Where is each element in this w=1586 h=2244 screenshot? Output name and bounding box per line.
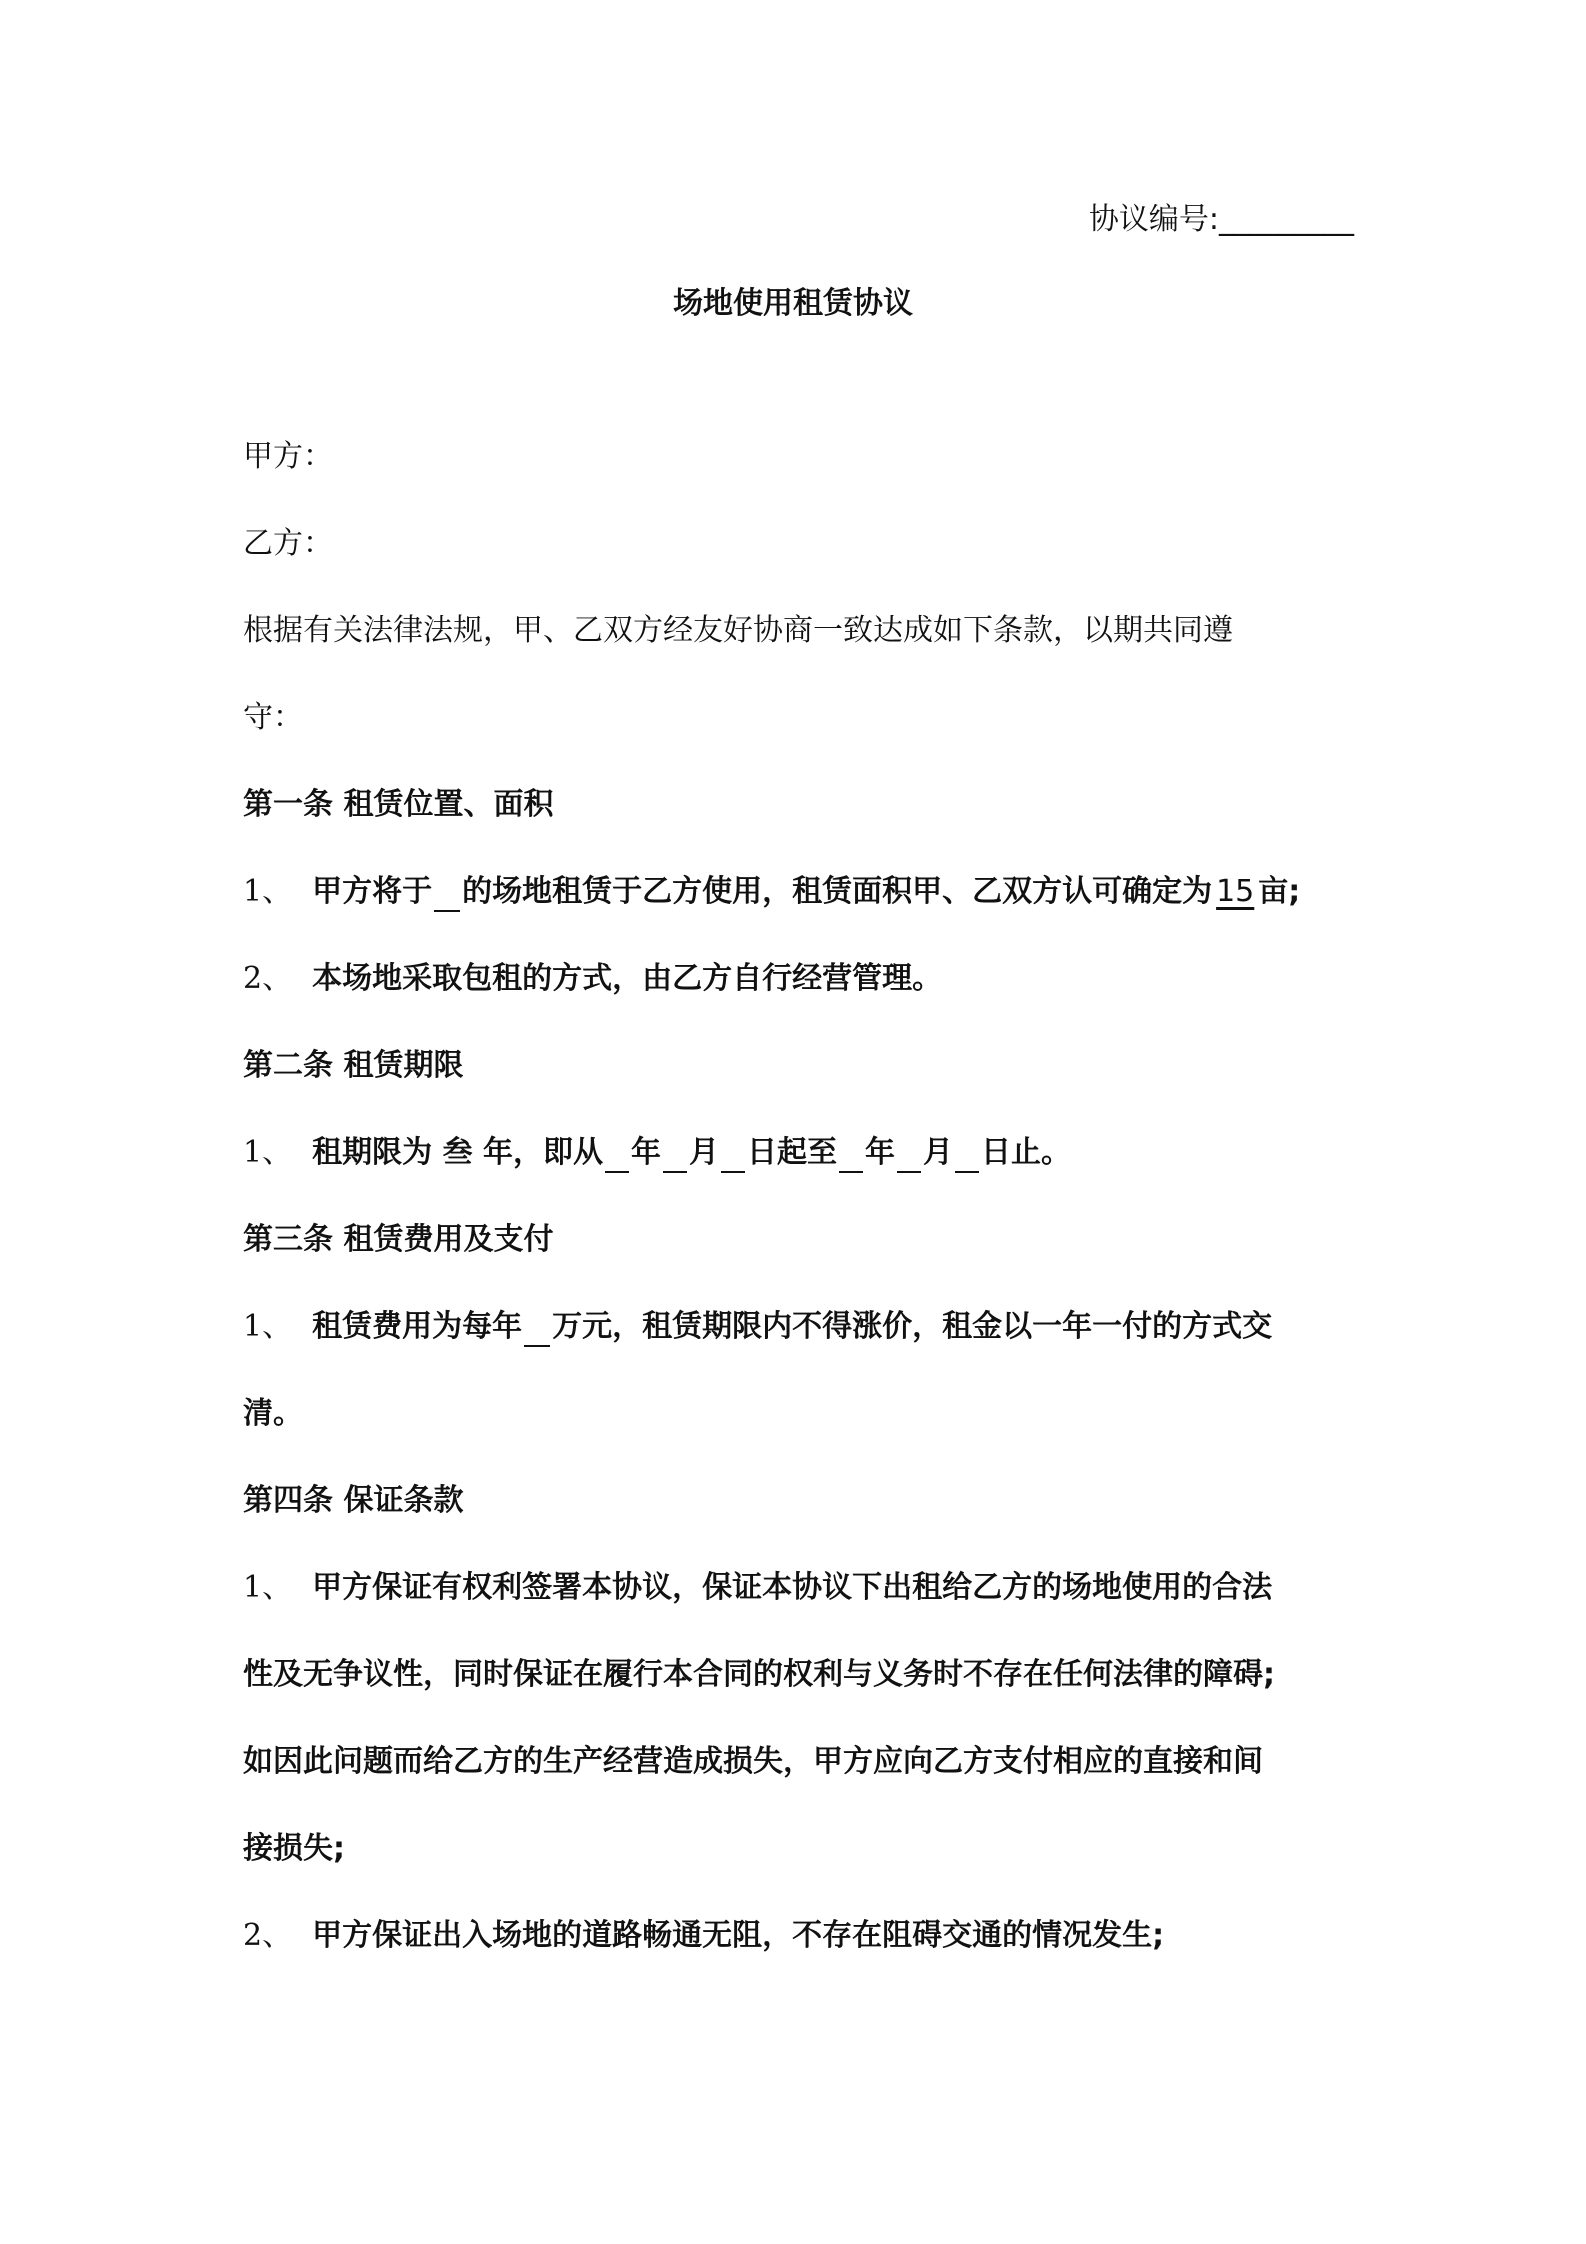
item-number: 2、 [243, 1918, 293, 1953]
article-4-item-1-line-3: 如因此问题而给乙方的生产经营造成损失，甲方应向乙方支付相应的直接和间 [243, 1744, 1263, 1779]
item-text: 年 [864, 1135, 895, 1170]
article-3-item-1 [243, 1307, 1272, 1347]
article-4-item-1 [243, 1568, 1272, 1608]
article-3-item-1-line-2: 清。 [243, 1396, 303, 1431]
item-number: 1、 [243, 1309, 293, 1344]
item-number: 2、 [243, 961, 293, 996]
fill-blank [605, 1139, 629, 1173]
item-text: 月 [688, 1135, 719, 1170]
item-text: 月 [922, 1135, 953, 1170]
item-text: 租期限为 叁 年，即从 [312, 1135, 603, 1170]
fill-blank [434, 878, 460, 912]
intro-line-1: 根据有关法律法规，甲、乙双方经友好协商一致达成如下条款，以期共同遵 [243, 613, 1233, 648]
item-text: 的场地租赁于乙方使用，租赁面积甲、乙双方认可确定为 [462, 874, 1213, 909]
fill-blank [839, 1139, 863, 1173]
item-text: 日止。 [980, 1135, 1071, 1170]
item-text: 甲方保证出入场地的道路畅通无阻，不存在阻碍交通的情况发生; [312, 1918, 1165, 1953]
item-text: 万元，租赁期限内不得涨价，租金以一年一付的方式交 [552, 1309, 1273, 1344]
fill-blank [721, 1139, 745, 1173]
article-4-item-1-line-4: 接损失; [243, 1831, 345, 1866]
article-4-item-2 [243, 1916, 1164, 1956]
article-1-heading: 第一条 租赁位置、面积 [243, 787, 554, 822]
item-text: 甲方将于 [312, 874, 433, 909]
party-b-line: 乙方： [243, 526, 333, 561]
item-text: 租赁费用为每年 [312, 1309, 523, 1344]
item-text: 本场地采取包租的方式，由乙方自行经营管理。 [312, 961, 943, 996]
item-text: 日起至 [746, 1135, 837, 1170]
document-title: 场地使用租赁协议 [673, 286, 913, 321]
item-number: 1、 [243, 1135, 293, 1170]
intro-line-2: 守： [243, 700, 303, 735]
fill-blank [955, 1139, 979, 1173]
agreement-number-blank: _________ [1219, 202, 1354, 237]
agreement-number [1089, 200, 1354, 240]
article-2-item-1 [243, 1133, 1071, 1173]
article-4-heading: 第四条 保证条款 [243, 1483, 464, 1518]
item-text: 亩; [1258, 874, 1301, 909]
party-a-line: 甲方： [243, 439, 333, 474]
article-1-item-1 [243, 872, 1300, 912]
area-value: 15 [1216, 874, 1255, 909]
item-text: 年 [630, 1135, 661, 1170]
agreement-number-label: 协议编号: [1088, 202, 1219, 237]
item-text: 甲方保证有权利签署本协议，保证本协议下出租给乙方的场地使用的合法 [312, 1570, 1273, 1605]
fill-blank [663, 1139, 687, 1173]
fill-blank [524, 1313, 550, 1347]
item-number: 1、 [243, 874, 293, 909]
article-1-item-2 [243, 959, 942, 999]
article-4-item-1-line-2: 性及无争议性，同时保证在履行本合同的权利与义务时不存在任何法律的障碍; [243, 1657, 1275, 1692]
article-2-heading: 第二条 租赁期限 [243, 1048, 464, 1083]
fill-blank [897, 1139, 921, 1173]
item-number: 1、 [243, 1570, 293, 1605]
article-3-heading: 第三条 租赁费用及支付 [243, 1222, 554, 1257]
